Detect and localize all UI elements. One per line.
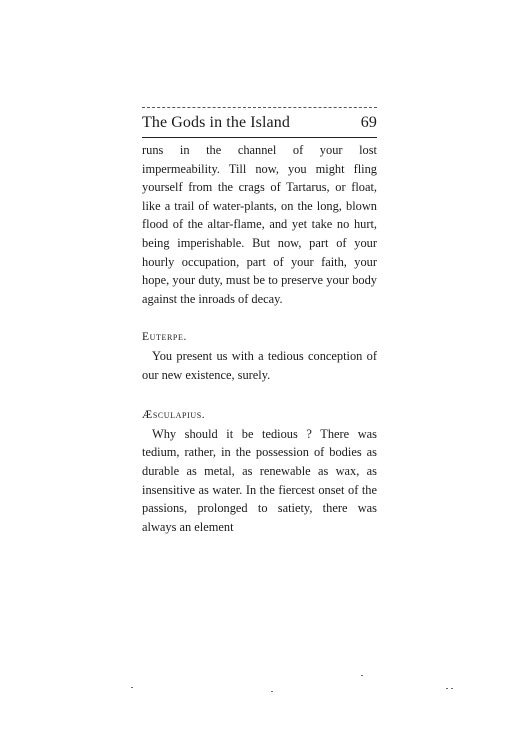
speaker-name: Euterpe. [142, 331, 187, 344]
scan-speck [361, 675, 363, 676]
speaker-name: Æsculapius. [142, 409, 206, 422]
spacer [142, 308, 377, 328]
header-rule [142, 137, 377, 138]
scan-speck [446, 688, 448, 689]
page-body [142, 141, 377, 536]
running-head [142, 114, 377, 136]
speech-paragraph: Why should it be tedious ? There was tedium, rather, in the possession of bodies as durable as metal, as renewable as wax, as insensitive as water. In the fiercest onset of the passions, prolonged to satiety, there was always an element [142, 426, 377, 534]
scan-speck [131, 687, 133, 688]
running-head-title: The Gods in the Island [142, 114, 290, 131]
top-rule [142, 107, 377, 108]
scan-speck [271, 691, 273, 692]
spacer [142, 384, 377, 406]
page-number: 69 [360, 114, 377, 131]
speech-paragraph: You present us with a tedious conception of our new existence, surely. [142, 348, 377, 382]
scan-speck [451, 688, 453, 689]
paragraph: runs in the channel of your lost impermeability. Till now, you might fling yourself from the crags of Tartarus, or float, like a trail of water-plants, on the long, blown flood of the altar-flame, and yet take no hurt, being imperishable. But now, part of your hourly occupation, part of your faith, your hope, your duty, must be to preserve your body against the inroads of decay. [142, 143, 377, 306]
